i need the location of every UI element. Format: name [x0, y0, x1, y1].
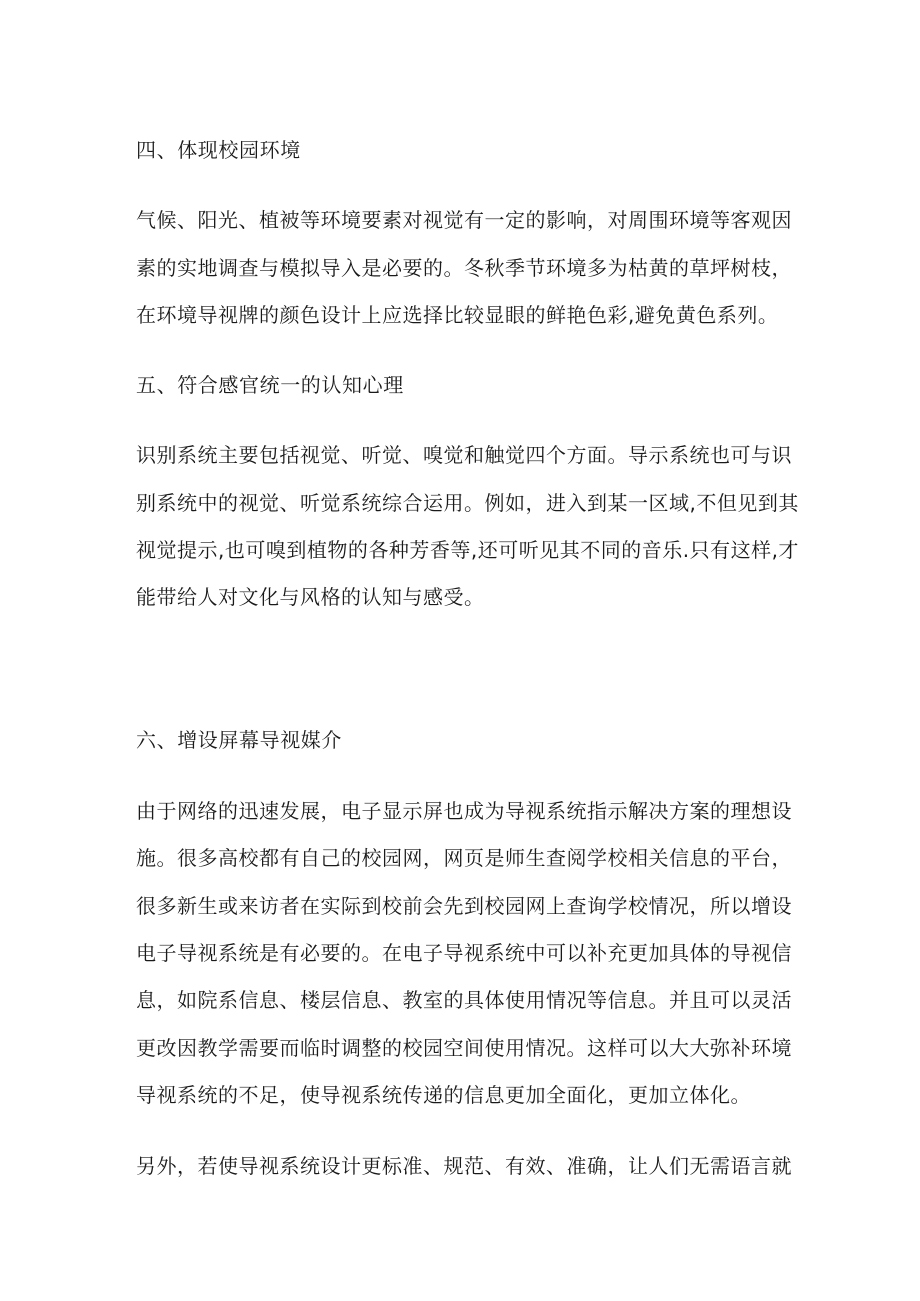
paragraph-line: 很多新生或来访者在实际到校前会先到校园网上查询学校情况，所以增设 [136, 894, 792, 918]
paragraph-line: 视觉提示,也可嗅到植物的各种芳香等,还可听见其不同的音乐.只有这样,才 [136, 538, 799, 562]
paragraph-line: 别系统中的视觉、听觉系统综合运用。例如，进入到某一区域,不但见到其 [136, 491, 799, 515]
paragraph-line: 导视系统的不足，使导视系统传递的信息更加全面化，更加立体化。 [136, 1083, 751, 1107]
paragraph-line: 更改因教学需要而临时调整的校园空间使用情况。这样可以大大弥补环境 [136, 1036, 792, 1060]
paragraph-line: 素的实地调查与模拟导入是必要的。冬秋季节环境多为枯黄的草坪树枝， [136, 256, 792, 280]
paragraph-line: 息，如院系信息、楼层信息、教室的具体使用情况等信息。并且可以灵活 [136, 988, 792, 1012]
paragraph-line: 施。很多高校都有自己的校园网，网页是师生查阅学校相关信息的平台， [136, 846, 792, 870]
section-heading-4: 四、体现校园环境 [136, 138, 301, 162]
paragraph-line: 气候、阳光、植被等环境要素对视觉有一定的影响，对周围环境等客观因 [136, 208, 792, 232]
paragraph-line: 电子导视系统是有必要的。在电子导视系统中可以补充更加具体的导视信 [136, 941, 792, 965]
paragraph-line: 由于网络的迅速发展，电子显示屏也成为导视系统指示解决方案的理想设 [136, 799, 792, 823]
section-heading-5: 五、符合感官统一的认知心理 [136, 373, 404, 397]
section-heading-6: 六、增设屏幕导视媒介 [136, 728, 342, 752]
paragraph-line: 在环境导视牌的颜色设计上应选择比较显眼的鲜艳色彩,避免黄色系列。 [136, 303, 779, 327]
paragraph-line: 能带给人对文化与风格的认知与感受。 [136, 585, 485, 609]
paragraph-line: 识别系统主要包括视觉、听觉、嗅觉和触觉四个方面。导示系统也可与识 [136, 443, 792, 467]
paragraph-line: 另外，若使导视系统设计更标准、规范、有效、准确，让人们无需语言就 [136, 1154, 792, 1178]
